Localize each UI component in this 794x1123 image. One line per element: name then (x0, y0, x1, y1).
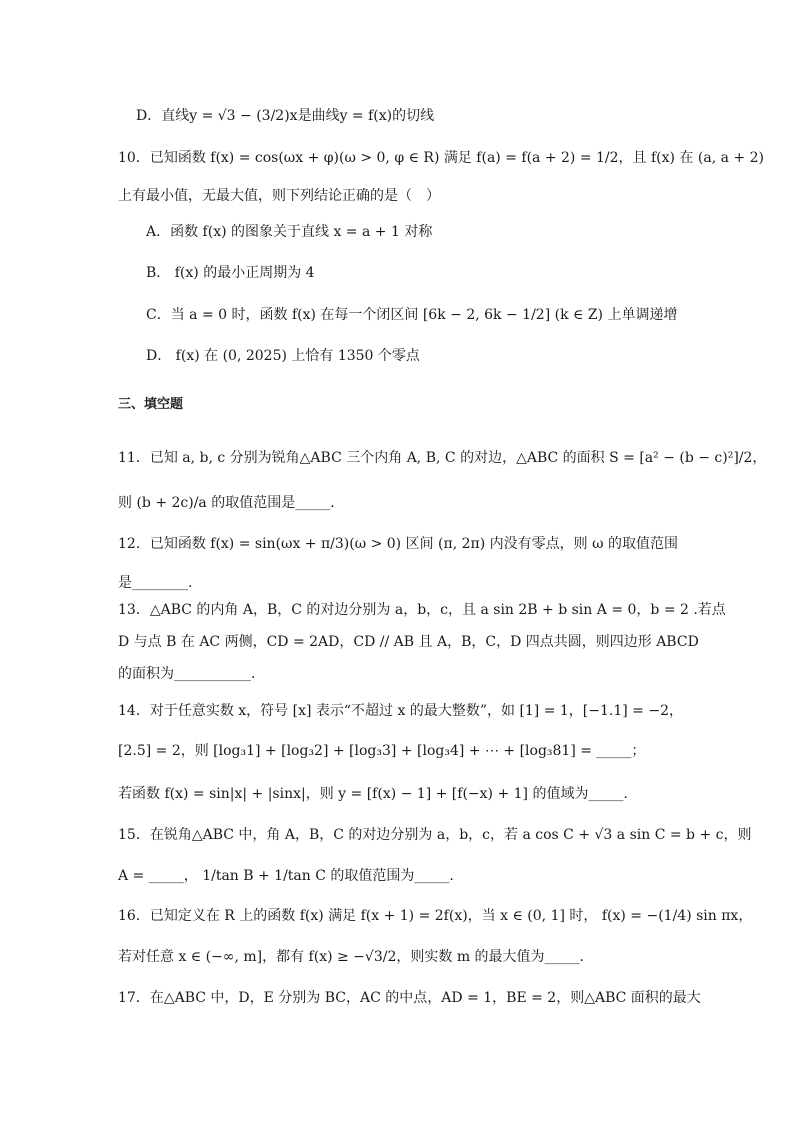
option-line-10c: C．当 a = 0 时，函数 f(x) 在每一个闭区间 [6k − 2, 6k − 1/2] (k ∈ Z) 上单调递增 (146, 307, 678, 323)
question-15-line-2: A = _____， 1/tan B + 1/tan C 的取值范围为_____. (118, 868, 454, 884)
option-line-10a: A．函数 f(x) 的图象关于直线 x = a + 1 对称 (146, 224, 433, 240)
question-17-line-1: 17．在△ABC 中，D，E 分别为 BC，AC 的中点，AD = 1，BE = 2，则△ABC 面积的最大 (118, 990, 701, 1006)
question-12-line-2: 是________. (118, 575, 193, 591)
option-line-10b: B． f(x) 的最小正周期为 4 (146, 265, 315, 281)
option-line-10d: D． f(x) 在 (0, 2025) 上恰有 1350 个零点 (146, 348, 420, 364)
question-14-line-2: [2.5] = 2，则 [log₃1] + [log₃2] + [log₃3] + [log₃4] + ⋯ + [log₃81] = _____； (118, 743, 646, 759)
question-16-line-2: 若对任意 x ∈ (−∞, m]，都有 f(x) ≥ −√3/2，则实数 m 的最大值为_____. (118, 949, 584, 965)
question-14-line-1: 14．对于任意实数 x，符号 [x] 表示“不超过 x 的最大整数”，如 [1] = 1，[−1.1] = −2， (118, 703, 683, 719)
question-13-line-3: 的面积为___________. (118, 666, 256, 682)
question-12-line-1: 12．已知函数 f(x) = sin(ωx + π/3)(ω > 0) 区间 (π, 2π) 内没有零点，则 ω 的取值范围 (118, 536, 678, 552)
question-16-line-1: 16．已知定义在 R 上的函数 f(x) 满足 f(x + 1) = 2f(x)，当 x ∈ (0, 1] 时， f(x) = −(1/4) sin πx， (118, 908, 753, 924)
question-10-line-2: 上有最小值，无最大值，则下列结论正确的是（ ） (118, 188, 440, 204)
section-heading: 三、填空题 (118, 397, 184, 412)
question-10-line-1: 10．已知函数 f(x) = cos(ωx + φ)(ω > 0, φ ∈ R) 满足 f(a) = f(a + 2) = 1/2，且 f(x) 在 (a, a + 2) (118, 150, 764, 166)
question-15-line-1: 15．在锐角△ABC 中，角 A，B，C 的对边分别为 a，b，c，若 a cos C + √3 a sin C = b + c，则 (118, 827, 752, 843)
question-13-line-1: 13．△ABC 的内角 A，B，C 的对边分别为 a，b，c，且 a sin 2B + b sin A = 0，b = 2 .若点 (118, 602, 726, 618)
question-11-line-2: 则 (b + 2c)/a 的取值范围是_____. (118, 495, 335, 511)
question-13-line-2: D 与点 B 在 AC 两侧，CD = 2AD，CD // AB 且 A，B，C，D 四点共圆，则四边形 ABCD (118, 634, 699, 650)
question-14-line-3: 若函数 f(x) = sin|x| + |sinx|，则 y = [f(x) − 1] + [f(−x) + 1] 的值域为_____. (118, 786, 628, 802)
option-line-9d: D．直线y = √3 − (3/2)x是曲线y = f(x)的切线 (136, 108, 435, 124)
question-11-line-1: 11．已知 a, b, c 分别为锐角△ABC 三个内角 A, B, C 的对边，△ABC 的面积 S = [a² − (b − c)²]/2， (118, 450, 767, 466)
